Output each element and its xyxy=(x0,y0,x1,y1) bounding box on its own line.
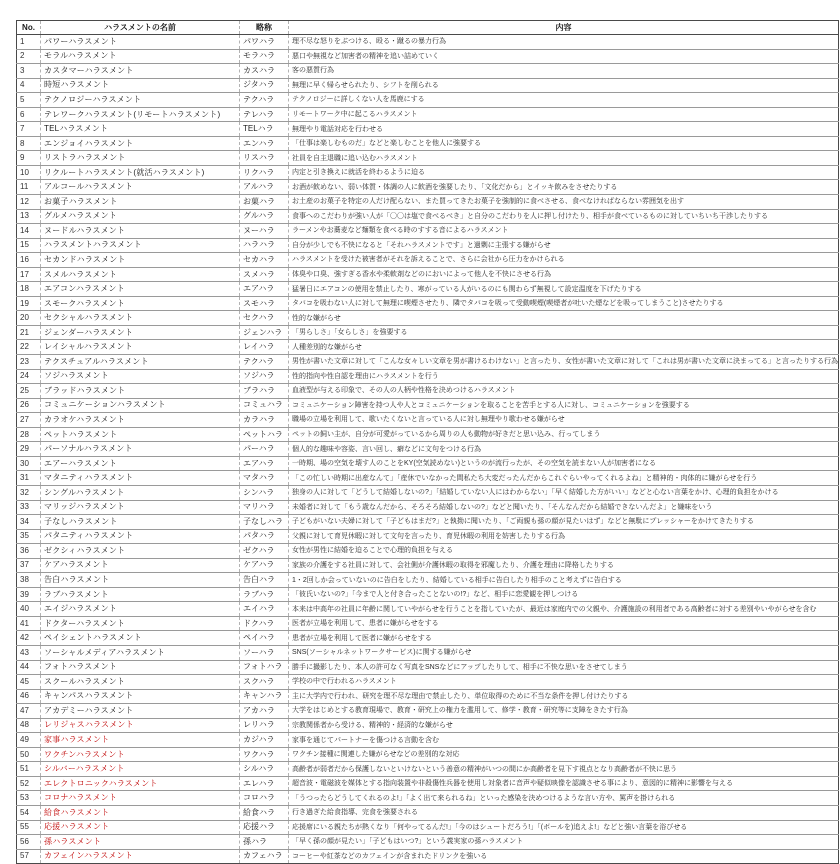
row-number-cell: 51 xyxy=(17,762,41,777)
description-cell: コーヒーや紅茶などのカフェインが含まれたドリンクを強いる xyxy=(289,849,839,864)
abbreviation-cell: ソーハラ xyxy=(240,645,289,660)
header-desc: 内容 xyxy=(289,21,839,35)
table-row xyxy=(17,660,839,675)
abbreviation-cell: スクハラ xyxy=(240,675,289,690)
description-cell: ペットの飼い主が、自分が可愛がっているから周りの人も動物が好きだと思い込み、行ってしまう xyxy=(289,427,839,442)
description-cell: 個人的な趣味や容姿、言い回し、癖などに文句をつける行為 xyxy=(289,442,839,457)
abbreviation-cell: パタハラ xyxy=(240,529,289,544)
harassment-name-cell: エンジョイハラスメント xyxy=(41,136,240,151)
harassment-name-cell: フォトハラスメント xyxy=(41,660,240,675)
harassment-name-cell: セクシャルハラスメント xyxy=(41,311,240,326)
table-row xyxy=(17,209,839,224)
description-cell: 「早く孫の顔が見たい」「子どもはいつ?」という義実家の孫ハラスメント xyxy=(289,835,839,850)
description-cell: 理不尽な怒りをぶつける、殴る・蹴るの暴力行為 xyxy=(289,35,839,50)
abbreviation-cell: テレハラ xyxy=(240,107,289,122)
harassment-name-cell: パーソナルハラスメント xyxy=(41,442,240,457)
row-number-cell: 40 xyxy=(17,602,41,617)
description-cell: 猛暑日にエアコンの使用を禁止したり、寒がっている人がいるのにも関わらず無視して設定温度を下げたりする xyxy=(289,282,839,297)
row-number-cell: 26 xyxy=(17,398,41,413)
table-row xyxy=(17,267,839,282)
harassment-name-cell: ケアハラスメント xyxy=(41,558,240,573)
table-row xyxy=(17,93,839,108)
table-row xyxy=(17,49,839,64)
abbreviation-cell: ケアハラ xyxy=(240,558,289,573)
description-cell: タバコを吸わない人に対して無理に喫煙させたり、隣でタバコを吸って受動喫煙(喫煙者が吐いた煙などを吸ってしまうこと)させたりする xyxy=(289,296,839,311)
row-number-cell: 54 xyxy=(17,805,41,820)
harassment-name-cell: セカンドハラスメント xyxy=(41,253,240,268)
abbreviation-cell: シルハラ xyxy=(240,762,289,777)
harassment-name-cell: ブラッドハラスメント xyxy=(41,384,240,399)
table-row xyxy=(17,515,839,530)
abbreviation-cell: エアハラ xyxy=(240,456,289,471)
harassment-name-cell: シングルハラスメント xyxy=(41,485,240,500)
table-row xyxy=(17,442,839,457)
abbreviation-cell: 子なしハラ xyxy=(240,515,289,530)
harassment-name-cell: キャンパスハラスメント xyxy=(41,689,240,704)
row-number-cell: 21 xyxy=(17,325,41,340)
description-cell: 悪口や無視など加害者の精神を追い詰めていく xyxy=(289,49,839,64)
description-cell: 血液型が与える印象で、その人の人柄や性格を決めつけるハラスメント xyxy=(289,384,839,399)
abbreviation-cell: ジタハラ xyxy=(240,78,289,93)
description-cell: 勝手に撮影したり、本人の許可なく写真をSNSなどにアップしたりして、相手に不快な思いをさせてしまう xyxy=(289,660,839,675)
row-number-cell: 46 xyxy=(17,689,41,704)
abbreviation-cell: エアハラ xyxy=(240,282,289,297)
description-cell: 応援席にいる親たちが熱くなり「何やってるんだ!」「今のはシュートだろう!」「(ボールを)追えよ!」などと強い言葉を浴びせる xyxy=(289,820,839,835)
harassment-name-cell: リストラハラスメント xyxy=(41,151,240,166)
table-row xyxy=(17,311,839,326)
harassment-name-cell: 孫ハラスメント xyxy=(41,835,240,850)
abbreviation-cell: ドクハラ xyxy=(240,616,289,631)
harassment-name-cell: ソジハラスメント xyxy=(41,369,240,384)
abbreviation-cell: スメハラ xyxy=(240,267,289,282)
description-cell: 無理やり電話対応を行わせる xyxy=(289,122,839,137)
abbreviation-cell: 告白ハラ xyxy=(240,573,289,588)
harassment-name-cell: エアーハラスメント xyxy=(41,456,240,471)
table-row xyxy=(17,733,839,748)
description-cell: 本来は中高年の社員に年齢に関していやがらせを行うことを指していたが、最近は家庭内での父親や、介護施設の利用者である高齢者に対する差別やいやがらせを含む xyxy=(289,602,839,617)
table-row xyxy=(17,78,839,93)
abbreviation-cell: フォトハラ xyxy=(240,660,289,675)
harassment-name-cell: カスタマーハラスメント xyxy=(41,64,240,79)
abbreviation-cell: アルハラ xyxy=(240,180,289,195)
row-number-cell: 18 xyxy=(17,282,41,297)
description-cell: リモートワーク中に起こるハラスメント xyxy=(289,107,839,122)
harassment-name-cell: スメルハラスメント xyxy=(41,267,240,282)
row-number-cell: 42 xyxy=(17,631,41,646)
description-cell: 女性が男性に結婚を迫ることで心理的負担を与える xyxy=(289,544,839,559)
abbreviation-cell: ヌーハラ xyxy=(240,224,289,239)
abbreviation-cell: お菓ハラ xyxy=(240,195,289,210)
row-number-cell: 12 xyxy=(17,195,41,210)
row-number-cell: 36 xyxy=(17,544,41,559)
table-row xyxy=(17,238,839,253)
abbreviation-cell: レイハラ xyxy=(240,340,289,355)
harassment-name-cell: アルコールハラスメント xyxy=(41,180,240,195)
description-cell: 「彼氏いないの?」「今まで人と付き合ったことないの!?」など、相手に恋愛観を押しつける xyxy=(289,587,839,602)
harassment-name-cell: テクノロジーハラスメント xyxy=(41,93,240,108)
row-number-cell: 38 xyxy=(17,573,41,588)
row-number-cell: 49 xyxy=(17,733,41,748)
table-row xyxy=(17,107,839,122)
harassment-name-cell: 時短ハラスメント xyxy=(41,78,240,93)
table-row xyxy=(17,413,839,428)
table-row xyxy=(17,602,839,617)
row-number-cell: 43 xyxy=(17,645,41,660)
header-name: ハラスメントの名前 xyxy=(41,21,240,35)
description-cell: 「この忙しい時期に出産なんて」「産休でいなかった間私たち大変だったんだからこれぐらいやってくれるよね」と精神的・肉体的に嫌がらせを行う xyxy=(289,471,839,486)
row-number-cell: 55 xyxy=(17,820,41,835)
description-cell: 体臭や口臭、強すぎる香水や柔軟剤などのにおいによって他人を不快にさせる行為 xyxy=(289,267,839,282)
row-number-cell: 35 xyxy=(17,529,41,544)
abbreviation-cell: ジェンハラ xyxy=(240,325,289,340)
description-cell: 家族の介護をする社員に対して、会社側が介護休暇の取得を邪魔したり、介護を理由に降格したりする xyxy=(289,558,839,573)
abbreviation-cell: ソジハラ xyxy=(240,369,289,384)
row-number-cell: 14 xyxy=(17,224,41,239)
abbreviation-cell: マリハラ xyxy=(240,500,289,515)
row-number-cell: 52 xyxy=(17,776,41,791)
row-number-cell: 17 xyxy=(17,267,41,282)
harassment-name-cell: パタニティハラスメント xyxy=(41,529,240,544)
harassment-name-cell: ラブハラスメント xyxy=(41,587,240,602)
harassment-name-cell: コロナハラスメント xyxy=(41,791,240,806)
description-cell: 職場の立場を利用して、歌いたくないと言っている人に対し無理やり歌わせる嫌がらせ xyxy=(289,413,839,428)
row-number-cell: 39 xyxy=(17,587,41,602)
description-cell: お酒が飲めない、弱い体質・体調の人に飲酒を強要したり、「文化だから」とイッキ飲みをさせたりする xyxy=(289,180,839,195)
description-cell: お土産のお菓子を特定の人だけ配らない、また買ってきたお菓子を強制的に食べさせる、食べなければならない雰囲気を出す xyxy=(289,195,839,210)
table-row xyxy=(17,645,839,660)
table-row xyxy=(17,253,839,268)
table-row xyxy=(17,631,839,646)
harassment-table-sheet xyxy=(16,20,838,864)
harassment-name-cell: エアコンハラスメント xyxy=(41,282,240,297)
abbreviation-cell: TELハラ xyxy=(240,122,289,137)
harassment-name-cell: エレクトロニックハラスメント xyxy=(41,776,240,791)
table-row xyxy=(17,616,839,631)
abbreviation-cell: キャンハラ xyxy=(240,689,289,704)
row-number-cell: 1 xyxy=(17,35,41,50)
row-number-cell: 47 xyxy=(17,704,41,719)
table-row xyxy=(17,689,839,704)
harassment-name-cell: レリジャスハラスメント xyxy=(41,718,240,733)
abbreviation-cell: パワハラ xyxy=(240,35,289,50)
table-row xyxy=(17,529,839,544)
description-cell: 「男らしさ」「女らしさ」を強要する xyxy=(289,325,839,340)
harassment-name-cell: ドクターハラスメント xyxy=(41,616,240,631)
abbreviation-cell: ペットハラ xyxy=(240,427,289,442)
row-number-cell: 23 xyxy=(17,355,41,370)
row-number-cell: 5 xyxy=(17,93,41,108)
description-cell: 性的な嫌がらせ xyxy=(289,311,839,326)
table-row xyxy=(17,35,839,50)
description-cell: 家事を通じてパートナーを傷つける言動を含む xyxy=(289,733,839,748)
description-cell: 患者が立場を利用して医者に嫌がらせをする xyxy=(289,631,839,646)
row-number-cell: 15 xyxy=(17,238,41,253)
abbreviation-cell: テクハラ xyxy=(240,355,289,370)
row-number-cell: 9 xyxy=(17,151,41,166)
table-row xyxy=(17,122,839,137)
description-cell: コミュニケーション障害を持つ人や人とコミュニケーションを取ることを苦手とする人に対し、コミュニケーションを強要する xyxy=(289,398,839,413)
description-cell: 食事へのこだわりが強い人が「〇〇は塩で食べるべき」と自分のこだわりを人に押し付けたり、相手が食べているものに対していちいち干渉したりする xyxy=(289,209,839,224)
table-row xyxy=(17,835,839,850)
description-cell: 医者が立場を利用して、患者に嫌がらせをする xyxy=(289,616,839,631)
row-number-cell: 25 xyxy=(17,384,41,399)
row-number-cell: 56 xyxy=(17,835,41,850)
row-number-cell: 11 xyxy=(17,180,41,195)
row-number-cell: 28 xyxy=(17,427,41,442)
abbreviation-cell: グルハラ xyxy=(240,209,289,224)
table-row xyxy=(17,282,839,297)
abbreviation-cell: スモハラ xyxy=(240,296,289,311)
table-row xyxy=(17,355,839,370)
description-cell: 子どもがいない夫婦に対して「子どもはまだ?」と執拗に聞いたり、「ご両親も孫の顔が見たいはず」などと無駄にプレッシャーをかけてきたりする xyxy=(289,515,839,530)
table-row xyxy=(17,180,839,195)
row-number-cell: 44 xyxy=(17,660,41,675)
abbreviation-cell: エレハラ xyxy=(240,776,289,791)
abbreviation-cell: シンハラ xyxy=(240,485,289,500)
harassment-name-cell: マタニティハラスメント xyxy=(41,471,240,486)
abbreviation-cell: ペイハラ xyxy=(240,631,289,646)
harassment-name-cell: エイジハラスメント xyxy=(41,602,240,617)
description-cell: SNS(ソーシャルネットワークサービス)に関する嫌がらせ xyxy=(289,645,839,660)
header-no: No. xyxy=(17,21,41,35)
abbreviation-cell: カスハラ xyxy=(240,64,289,79)
abbreviation-cell: コミュハラ xyxy=(240,398,289,413)
row-number-cell: 53 xyxy=(17,791,41,806)
description-cell: 一時期、場の空気を壊す人のことをKY(空気読めない)というのが流行ったが、その空気を読まない人が加害者になる xyxy=(289,456,839,471)
harassment-name-cell: カフェインハラスメント xyxy=(41,849,240,864)
row-number-cell: 45 xyxy=(17,675,41,690)
table-row xyxy=(17,849,839,864)
description-cell: テクノロジーに詳しくない人を馬鹿にする xyxy=(289,93,839,108)
description-cell: 高齢者が弱者だから保護しないといけないという善意の精神がいつの間にか高齢者を見下す視点となり高齢者が不快に思う xyxy=(289,762,839,777)
abbreviation-cell: エンハラ xyxy=(240,136,289,151)
table-row xyxy=(17,136,839,151)
harassment-name-cell: コミュニケーションハラスメント xyxy=(41,398,240,413)
table-row xyxy=(17,805,839,820)
table-body xyxy=(17,35,839,864)
row-number-cell: 16 xyxy=(17,253,41,268)
row-number-cell: 57 xyxy=(17,849,41,864)
table-row xyxy=(17,762,839,777)
table-row xyxy=(17,325,839,340)
abbreviation-cell: マタハラ xyxy=(240,471,289,486)
row-number-cell: 19 xyxy=(17,296,41,311)
abbreviation-cell: カラハラ xyxy=(240,413,289,428)
row-number-cell: 13 xyxy=(17,209,41,224)
harassment-name-cell: ペイシェントハラスメント xyxy=(41,631,240,646)
row-number-cell: 8 xyxy=(17,136,41,151)
harassment-name-cell: ワクチンハラスメント xyxy=(41,747,240,762)
table-row xyxy=(17,195,839,210)
table-row xyxy=(17,340,839,355)
abbreviation-cell: リクハラ xyxy=(240,165,289,180)
header-abbr: 略称 xyxy=(240,21,289,35)
description-cell: 社員を自主退職に追い込むハラスメント xyxy=(289,151,839,166)
description-cell: 客の悪質行為 xyxy=(289,64,839,79)
row-number-cell: 2 xyxy=(17,49,41,64)
description-cell: 父親に対して育児休暇に対して文句を言ったり、育児休暇の利用を妨害したりする行為 xyxy=(289,529,839,544)
row-number-cell: 30 xyxy=(17,456,41,471)
abbreviation-cell: 給食ハラ xyxy=(240,805,289,820)
table-row xyxy=(17,791,839,806)
table-row xyxy=(17,558,839,573)
harassment-name-cell: ゼクシィハラスメント xyxy=(41,544,240,559)
table-header-row xyxy=(17,21,839,35)
table-row xyxy=(17,165,839,180)
row-number-cell: 22 xyxy=(17,340,41,355)
table-row xyxy=(17,296,839,311)
row-number-cell: 27 xyxy=(17,413,41,428)
table-row xyxy=(17,369,839,384)
abbreviation-cell: アカハラ xyxy=(240,704,289,719)
harassment-name-cell: 子なしハラスメント xyxy=(41,515,240,530)
description-cell: ラーメンやお蕎麦など麺類を食べる時のすする音によるハラスメント xyxy=(289,224,839,239)
description-cell: 内定と引き換えに就活を終わるように迫る xyxy=(289,165,839,180)
row-number-cell: 3 xyxy=(17,64,41,79)
abbreviation-cell: パーハラ xyxy=(240,442,289,457)
description-cell: 「仕事は楽しむものだ」などと楽しむことを他人に強要する xyxy=(289,136,839,151)
row-number-cell: 41 xyxy=(17,616,41,631)
table-row xyxy=(17,64,839,79)
description-cell: 人種差別的な嫌がらせ xyxy=(289,340,839,355)
harassment-name-cell: モラルハラスメント xyxy=(41,49,240,64)
row-number-cell: 4 xyxy=(17,78,41,93)
table-row xyxy=(17,224,839,239)
abbreviation-cell: ブラハラ xyxy=(240,384,289,399)
table-row xyxy=(17,675,839,690)
harassment-name-cell: パワーハラスメント xyxy=(41,35,240,50)
row-number-cell: 37 xyxy=(17,558,41,573)
harassment-name-cell: 家事ハラスメント xyxy=(41,733,240,748)
table-row xyxy=(17,471,839,486)
table-row xyxy=(17,820,839,835)
description-cell: 男性が書いた文章に対して「こんな女々しい文章を男が書けるわけない」と言ったり、女性が書いた文章に対して「これは男が書いた文章に決まってる」と言ったりする行為 xyxy=(289,355,839,370)
row-number-cell: 50 xyxy=(17,747,41,762)
harassment-name-cell: マリッジハラスメント xyxy=(41,500,240,515)
abbreviation-cell: モラハラ xyxy=(240,49,289,64)
abbreviation-cell: カフェハラ xyxy=(240,849,289,864)
row-number-cell: 31 xyxy=(17,471,41,486)
harassment-name-cell: アカデミーハラスメント xyxy=(41,704,240,719)
table-row xyxy=(17,456,839,471)
table-row xyxy=(17,747,839,762)
row-number-cell: 7 xyxy=(17,122,41,137)
abbreviation-cell: 応援ハラ xyxy=(240,820,289,835)
row-number-cell: 34 xyxy=(17,515,41,530)
abbreviation-cell: テクハラ xyxy=(240,93,289,108)
table-row xyxy=(17,398,839,413)
table-row xyxy=(17,427,839,442)
harassment-name-cell: ヌードルハラスメント xyxy=(41,224,240,239)
abbreviation-cell: リスハラ xyxy=(240,151,289,166)
abbreviation-cell: カジハラ xyxy=(240,733,289,748)
harassment-name-cell: スモークハラスメント xyxy=(41,296,240,311)
description-cell: 超音波・電磁波を媒体とする指向装置や非殺傷性兵器を使用し対象者に音声や疑似映像を認識させる事により、意図的に精神に影響を与える xyxy=(289,776,839,791)
description-cell: ハラスメントを受けた被害者がそれを訴えることで、さらに会社から圧力をかけられる xyxy=(289,253,839,268)
harassment-name-cell: スクールハラスメント xyxy=(41,675,240,690)
description-cell: 主に大学内で行われ、研究を理不尽な理由で禁止したり、単位取得のために不当な条件を押し付けたりする xyxy=(289,689,839,704)
harassment-name-cell: TELハラスメント xyxy=(41,122,240,137)
table-row xyxy=(17,776,839,791)
row-number-cell: 48 xyxy=(17,718,41,733)
abbreviation-cell: ゼクハラ xyxy=(240,544,289,559)
row-number-cell: 29 xyxy=(17,442,41,457)
abbreviation-cell: ラブハラ xyxy=(240,587,289,602)
harassment-name-cell: レイシャルハラスメント xyxy=(41,340,240,355)
harassment-table xyxy=(16,20,839,864)
harassment-name-cell: テクスチュアルハラスメント xyxy=(41,355,240,370)
harassment-name-cell: リクルートハラスメント(就活ハラスメント) xyxy=(41,165,240,180)
abbreviation-cell: 孫ハラ xyxy=(240,835,289,850)
table-row xyxy=(17,151,839,166)
table-row xyxy=(17,544,839,559)
description-cell: 宗教関係者から受ける、精神的・経済的な嫌がらせ xyxy=(289,718,839,733)
harassment-name-cell: ジェンダーハラスメント xyxy=(41,325,240,340)
harassment-name-cell: 応援ハラスメント xyxy=(41,820,240,835)
harassment-name-cell: グルメハラスメント xyxy=(41,209,240,224)
harassment-name-cell: 告白ハラスメント xyxy=(41,573,240,588)
abbreviation-cell: ワクハラ xyxy=(240,747,289,762)
harassment-name-cell: ペットハラスメント xyxy=(41,427,240,442)
table-row xyxy=(17,587,839,602)
row-number-cell: 10 xyxy=(17,165,41,180)
harassment-name-cell: カラオケハラスメント xyxy=(41,413,240,428)
description-cell: 1・2回しか会っていないのに告白をしたり、結婚している相手に告白したり相手のこと考えずに告白する xyxy=(289,573,839,588)
abbreviation-cell: コロハラ xyxy=(240,791,289,806)
table-row xyxy=(17,384,839,399)
abbreviation-cell: レリハラ xyxy=(240,718,289,733)
table-row xyxy=(17,500,839,515)
table-row xyxy=(17,704,839,719)
table-row xyxy=(17,718,839,733)
abbreviation-cell: ハラハラ xyxy=(240,238,289,253)
description-cell: ワクチン接種に関連した嫌がらせなどの差別的な対応 xyxy=(289,747,839,762)
description-cell: 無理に早く帰らせられたり、シフトを削られる xyxy=(289,78,839,93)
description-cell: 大学をはじめとする教育現場で、教育・研究上の権力を濫用して、修学・教育・研究等に支障をきたす行為 xyxy=(289,704,839,719)
row-number-cell: 6 xyxy=(17,107,41,122)
description-cell: 未婚者に対して「もう歳なんだから、そろそろ結婚しないの?」などと聞いたり、「そんなんだから結婚できないんだよ」と嫌味をいう xyxy=(289,500,839,515)
description-cell: 独身の人に対して「どうして結婚しないの?」「結婚していない人にはわからない」「早く結婚した方がいい」などと心ない言葉をかけ、心理的負担をかける xyxy=(289,485,839,500)
row-number-cell: 33 xyxy=(17,500,41,515)
abbreviation-cell: エイハラ xyxy=(240,602,289,617)
table-row xyxy=(17,573,839,588)
description-cell: 学校の中で行われるハラスメント xyxy=(289,675,839,690)
abbreviation-cell: セカハラ xyxy=(240,253,289,268)
row-number-cell: 24 xyxy=(17,369,41,384)
table-row xyxy=(17,485,839,500)
description-cell: 性的指向や性自認を理由にハラスメントを行う xyxy=(289,369,839,384)
harassment-name-cell: 給食ハラスメント xyxy=(41,805,240,820)
row-number-cell: 20 xyxy=(17,311,41,326)
description-cell: 自分が少しでも不快になると「それハラスメントです」と過剰に主張する嫌がらせ xyxy=(289,238,839,253)
description-cell: 「うつったらどうしてくれるのよ!」「よく出て来られるね」といった感染を決めつけるような言い方や、罵声を掛けられる xyxy=(289,791,839,806)
harassment-name-cell: ソーシャルメディアハラスメント xyxy=(41,645,240,660)
harassment-name-cell: お菓子ハラスメント xyxy=(41,195,240,210)
description-cell: 行き過ぎた給食指導、完食を強要される xyxy=(289,805,839,820)
harassment-name-cell: ハラスメントハラスメント xyxy=(41,238,240,253)
harassment-name-cell: テレワークハラスメント(リモートハラスメント) xyxy=(41,107,240,122)
row-number-cell: 32 xyxy=(17,485,41,500)
abbreviation-cell: セクハラ xyxy=(240,311,289,326)
harassment-name-cell: シルバーハラスメント xyxy=(41,762,240,777)
